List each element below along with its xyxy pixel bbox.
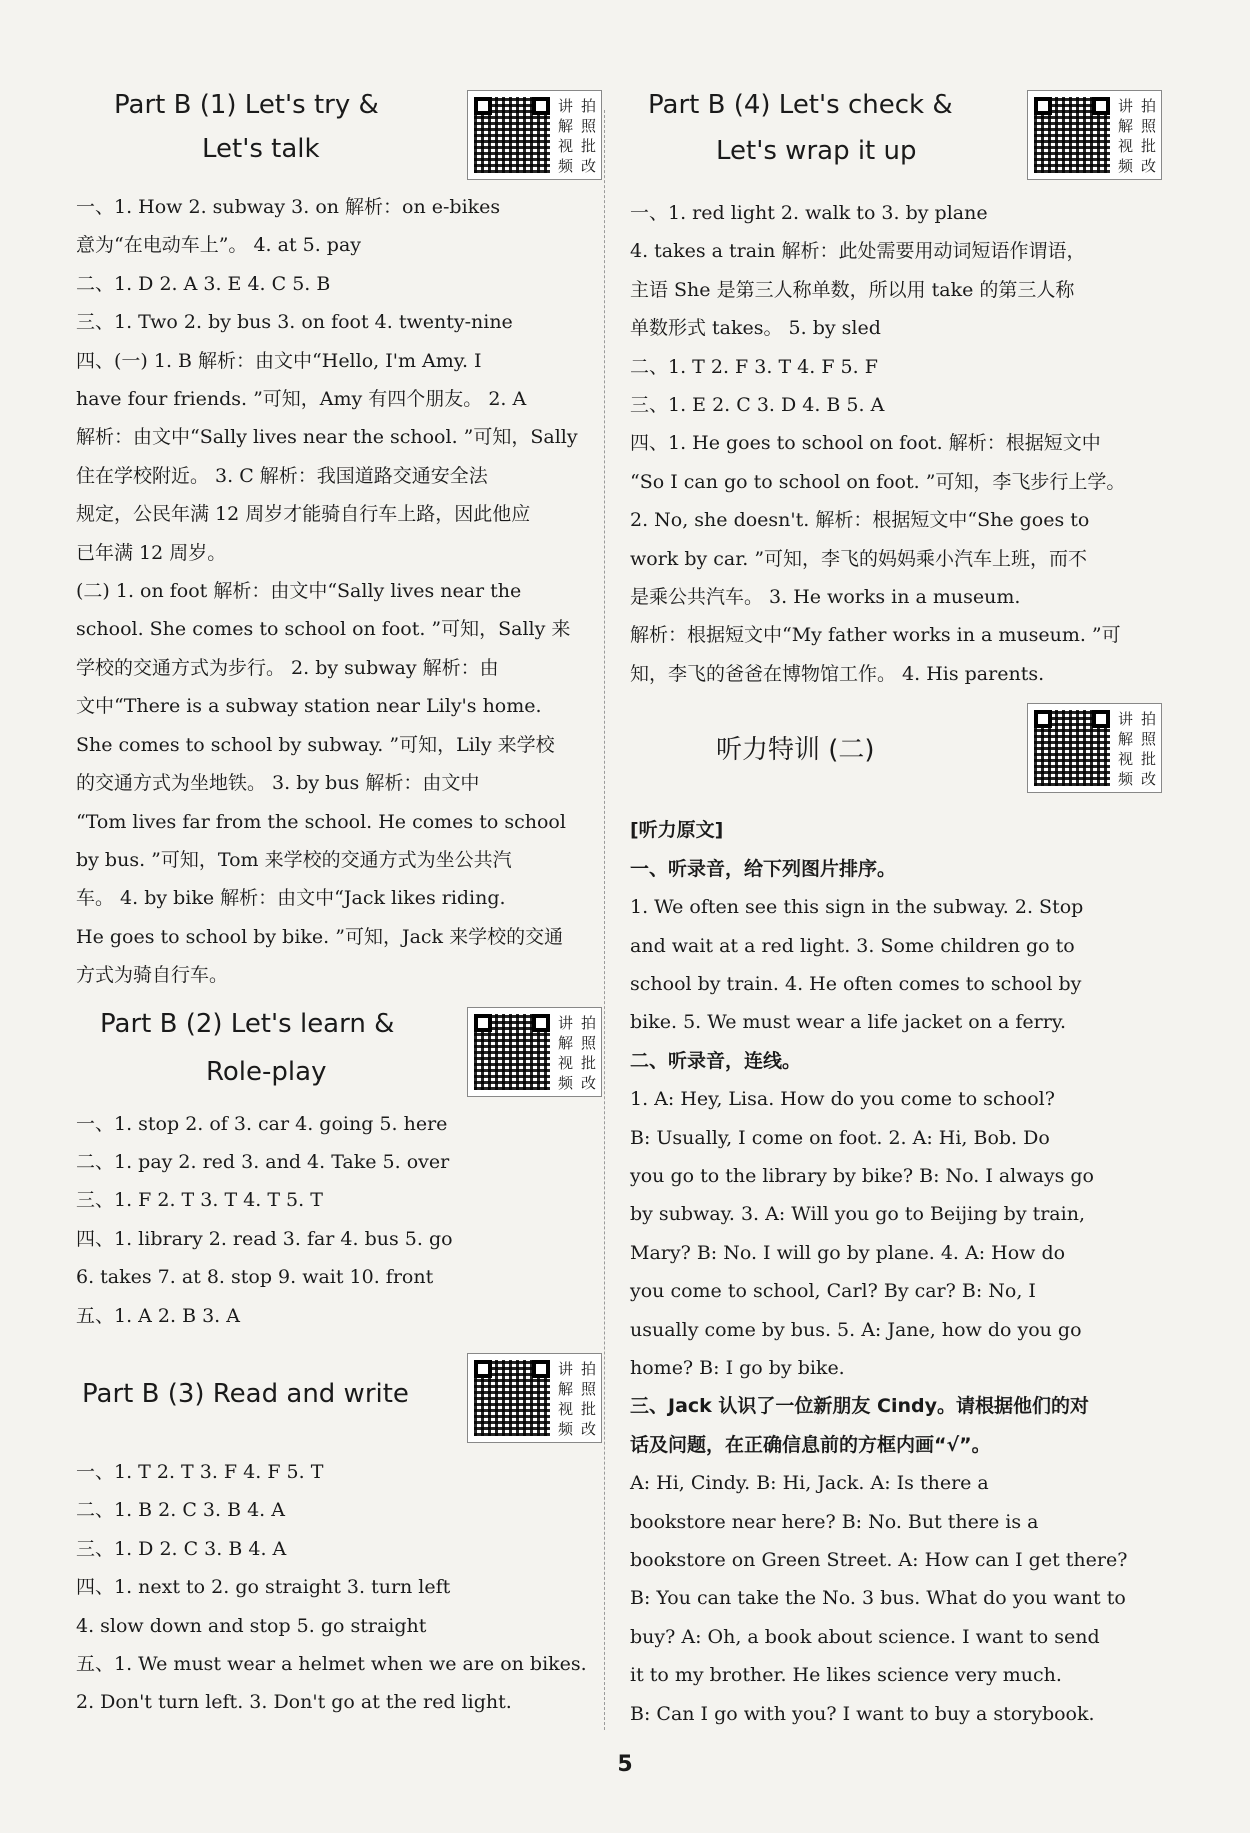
qr-labels: 讲 拍 解 照 视 批 频 改 [557,97,596,175]
answer-line: 学校的交通方式为步行。 2. by subway 解析：由 [76,656,499,679]
section-header-part-b4 [630,90,1156,194]
transcript-line: bike. 5. We must wear a life jacket on a ferry. [630,1011,1067,1034]
answer-line: by bus. ”可知，Tom 来学校的交通方式为坐公共汽 [76,848,512,871]
transcript-line: home? B: I go by bike. [630,1356,845,1379]
answer-line: school. She comes to school on foot. ”可知，Sally 来 [76,618,571,641]
qr-labels: 讲 拍 解 照 视 批 频 改 [1117,97,1156,175]
qr-code-icon[interactable] [474,1014,550,1090]
answer-line: 主语 She 是第三人称单数，所以用 take 的第三人称 [630,278,1075,301]
answer-line: She comes to school by subway. ”可知，Lily 来学校 [76,733,555,756]
answer-line: 三、1. F 2. T 3. T 4. T 5. T [76,1189,323,1212]
answer-line: 2. Don't turn left. 3. Don't go at the red light. [76,1691,512,1714]
section-header-part-b1 [76,90,596,188]
answers-part-b2 [76,1105,596,1335]
listening-transcript [630,811,1150,1733]
right-column [630,90,1156,1733]
answer-line: 五、1. We must wear a helmet when we are on bikes. [76,1653,587,1675]
qr-code-icon[interactable] [1034,710,1110,786]
answer-line: 五、1. A 2. B 3. A [76,1304,240,1327]
qr-labels: 讲 拍 解 照 视 批 频 改 [1117,710,1156,789]
transcript-line: school by train. 4. He often comes to school by [630,972,1082,995]
answer-line: 的交通方式为坐地铁。 3. by bus 解析：由文中 [76,772,480,795]
exercise-heading: 二、听录音，连线。 [630,1049,802,1072]
section-title-line1: Part B (4) Let's check & [648,90,953,120]
answer-line: 6. takes 7. at 8. stop 9. wait 10. front [76,1266,434,1289]
answer-line: 一、1. T 2. T 3. F 4. F 5. T [76,1460,324,1483]
answer-line: 二、1. B 2. C 3. B 4. A [76,1499,285,1522]
answer-line: have four friends. ”可知，Amy 有四个朋友。 2. A [76,388,527,411]
transcript-line: B: Usually, I come on foot. 2. A: Hi, Bob. Do [630,1126,1050,1149]
answer-line: “So I can go to school on foot. ”可知，李飞步行上学。 [630,470,1126,493]
transcript-line: B: Can I go with you? I want to buy a storybook. [630,1702,1095,1725]
answer-line: 规定，公民年满 12 周岁才能骑自行车上路，因此他应 [76,503,531,526]
transcript-line: usually come by bus. 5. A: Jane, how do you go [630,1318,1082,1341]
answer-line: 是乘公共汽车。 3. He works in a museum. [630,586,1021,609]
qr-code-block[interactable] [467,90,602,180]
section-header-part-b3 [76,1349,596,1453]
section-header-part-b2 [76,1003,596,1105]
section-title-line1: Part B (1) Let's try & [114,90,379,120]
transcript-line: 1. A: Hey, Lisa. How do you come to school? [630,1088,1055,1111]
section-title: Part B (3) Read and write [82,1378,409,1409]
answers-part-b4 [630,194,1150,693]
qr-code-icon[interactable] [474,97,550,173]
answer-line: 一、1. stop 2. of 3. car 4. going 5. here [76,1112,448,1135]
answers-part-b3 [76,1453,596,1722]
transcript-line: Mary? B: No. I will go by plane. 4. A: How do [630,1241,1066,1264]
answer-line: 二、1. T 2. F 3. T 4. F 5. F [630,355,878,378]
exercise-heading: 一、听录音，给下列图片排序。 [630,857,897,880]
section-title-line2: Role-play [206,1056,327,1087]
qr-code-icon[interactable] [1034,97,1110,173]
transcript-line: A: Hi, Cindy. B: Hi, Jack. A: Is there a [630,1472,989,1495]
answer-line: 车。 4. by bike 解析：由文中“Jack likes riding. [76,887,506,910]
answer-line: 单数形式 takes。 5. by sled [630,317,881,340]
qr-labels: 讲 拍 解 照 视 批 频 改 [557,1359,596,1438]
answer-line: “Tom lives far from the school. He comes to school [76,810,566,833]
answer-line: 四、1. next to 2. go straight 3. turn left [76,1576,451,1599]
answer-line: 住在学校附近。 3. C 解析：我国道路交通安全法 [76,464,488,487]
qr-code-block[interactable] [1027,90,1162,180]
transcript-line: you go to the library by bike? B: No. I always go [630,1164,1094,1187]
answer-line: 知，李飞的爸爸在博物馆工作。 4. His parents. [630,662,1045,685]
transcript-line: bookstore on Green Street. A: How can I get there? [630,1549,1128,1571]
transcript-line: bookstore near here? B: No. But there is a [630,1510,1039,1533]
page-number: 5 [617,1752,633,1777]
answer-line: 解析：根据短文中“My father works in a museum. ”可 [630,624,1121,647]
answer-line: 解析：由文中“Sally lives near the school. ”可知，Sally [76,426,578,449]
answer-line: 三、1. Two 2. by bus 3. on foot 4. twenty-nine [76,311,513,334]
answer-line: He goes to school by bike. ”可知，Jack 来学校的交通 [76,925,564,948]
answer-line: 一、1. How 2. subway 3. on 解析：on e-bikes [76,196,501,218]
answer-line: 4. slow down and stop 5. go straight [76,1614,427,1637]
section-title-line2: Let's wrap it up [716,136,917,166]
transcript-line: B: You can take the No. 3 bus. What do you want to [630,1587,1126,1610]
transcript-line: buy? A: Oh, a book about science. I want to send [630,1625,1100,1648]
exercise-heading: 三、Jack 认识了一位新朋友 Cindy。请根据他们的对 [630,1395,1089,1418]
answer-line: 方式为骑自行车。 [76,964,229,987]
transcript-line: 1. We often see this sign in the subway. 2. Stop [630,896,1084,919]
answer-line: 意为“在电动车上”。 4. at 5. pay [76,234,362,257]
answer-line: 四、1. He goes to school on foot. 解析：根据短文中 [630,432,1101,455]
transcript-line: you come to school, Carl? By car? B: No, I [630,1280,1036,1303]
left-column [76,90,596,1722]
transcript-line: by subway. 3. A: Will you go to Beijing by train, [630,1203,1085,1226]
qr-code-block[interactable] [1027,703,1162,793]
answers-part-b1 [76,188,596,995]
qr-code-icon[interactable] [474,1360,550,1436]
transcript-heading: [听力原文] [630,819,724,842]
section-title: 听力特训 (二) [716,735,875,766]
answer-line: 已年满 12 周岁。 [76,541,227,564]
qr-code-block[interactable] [467,1353,602,1443]
qr-code-block[interactable] [467,1007,602,1097]
section-title-line1: Part B (2) Let's learn & [100,1008,395,1039]
column-divider [604,110,605,1730]
answer-line: 二、1. D 2. A 3. E 4. C 5. B [76,272,331,295]
transcript-line: it to my brother. He likes science very much. [630,1664,1062,1687]
exercise-heading: 话及问题，在正确信息前的方框内画“√”。 [630,1433,991,1456]
answer-line: 4. takes a train 解析：此处需要用动词短语作谓语， [630,240,1086,263]
qr-labels: 讲 拍 解 照 视 批 频 改 [557,1013,596,1092]
answer-line: 一、1. red light 2. walk to 3. by plane [630,202,988,224]
answer-line: 三、1. E 2. C 3. D 4. B 5. A [630,394,885,417]
answer-line: 文中“There is a subway station near Lily's home. [76,695,542,718]
section-title-line2: Let's talk [202,134,320,164]
section-header-listening [630,699,1156,811]
transcript-line: and wait at a red light. 3. Some children go to [630,934,1075,957]
answer-line: 三、1. D 2. C 3. B 4. A [76,1537,287,1560]
answer-line: 2. No, she doesn't. 解析：根据短文中“She goes to [630,509,1090,532]
answer-line: 四、1. library 2. read 3. far 4. bus 5. go [76,1227,453,1250]
answer-line: (二) 1. on foot 解析：由文中“Sally lives near the [76,580,522,603]
answer-line: 四、(一) 1. B 解析：由文中“Hello, I'm Amy. I [76,349,482,372]
answer-line: work by car. ”可知，李飞的妈妈乘小汽车上班，而不 [630,547,1088,570]
answer-line: 二、1. pay 2. red 3. and 4. Take 5. over [76,1150,450,1173]
